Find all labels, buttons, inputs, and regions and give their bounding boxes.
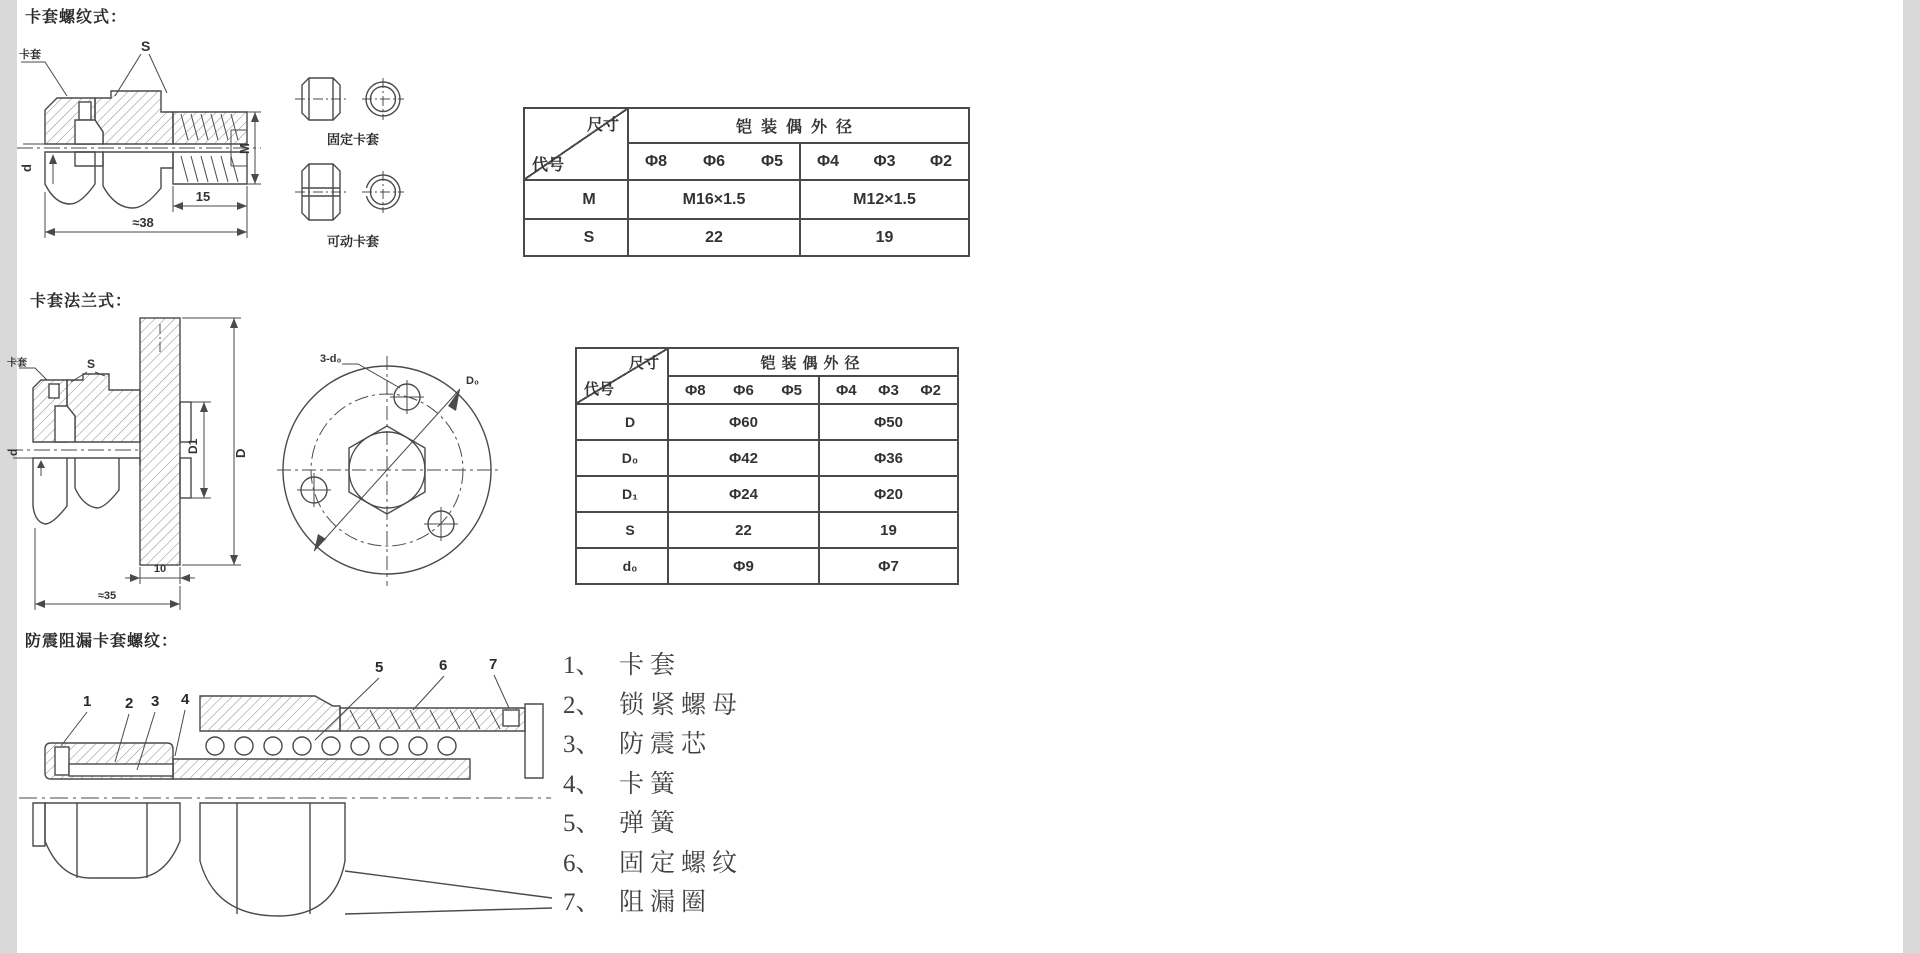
- callout-6: 6: [439, 657, 448, 674]
- threaded-spec-table: [523, 107, 970, 257]
- section-title-antivibration: 防震阻漏卡套螺纹：: [25, 633, 179, 650]
- row-value: M12×1.5: [800, 180, 969, 219]
- row-value: 22: [628, 219, 800, 256]
- col-phi3: Φ3: [878, 381, 899, 399]
- row-value: Φ24: [668, 476, 819, 512]
- col-phi5: Φ5: [760, 152, 783, 170]
- holes-label: 3-d₀: [320, 353, 342, 365]
- list-item: [563, 844, 743, 884]
- movable-ferrule-label: 可动卡套: [326, 234, 380, 249]
- right-edge-strip: [1903, 0, 1920, 953]
- parts-list: [563, 646, 743, 923]
- row-code: S: [524, 219, 628, 256]
- dim-d-label: d: [19, 164, 34, 172]
- dim-d1-label: D1: [186, 438, 200, 454]
- row-value: Φ42: [668, 440, 819, 476]
- list-item: [563, 883, 743, 923]
- callout-7: 7: [489, 656, 498, 673]
- table1-group-header: 铠装偶外径: [628, 108, 969, 143]
- row-value: 19: [800, 219, 969, 256]
- callout-1: 1: [83, 693, 92, 710]
- table-row: [576, 512, 958, 548]
- col-phi2: Φ2: [920, 381, 941, 399]
- table1-corner-cell: [524, 108, 628, 180]
- callout-3: 3: [151, 693, 160, 710]
- list-item: [563, 725, 743, 765]
- list-item: [563, 686, 743, 726]
- part-number: 5、: [563, 810, 601, 837]
- dim-s-label: S: [87, 357, 96, 371]
- fixed-ferrule-label: 固定卡套: [326, 132, 380, 147]
- table-row: [524, 180, 969, 219]
- bolt-circle-label: D₀: [466, 375, 479, 387]
- part-name: 固定螺纹: [619, 849, 744, 877]
- table-row: [576, 440, 958, 476]
- part-number: 6、: [563, 849, 601, 877]
- row-value: Φ7: [819, 548, 958, 584]
- part-number: 4、: [563, 770, 601, 798]
- dim-s-label: S: [141, 38, 151, 54]
- ferrule-label: 卡套: [19, 49, 41, 61]
- row-value: Φ50: [819, 404, 958, 440]
- row-code: D₁: [576, 476, 668, 512]
- table2-group-header: 铠装偶外径: [668, 348, 958, 376]
- dim-38-label: ≈38: [132, 215, 154, 230]
- table-row: [576, 404, 958, 440]
- callout-2: 2: [125, 695, 134, 712]
- part-name: 卡套: [619, 652, 682, 679]
- flanged-fitting-drawing: [5, 310, 255, 615]
- list-item: [563, 804, 743, 844]
- row-code: M: [524, 180, 628, 219]
- dim-d-label: d: [6, 448, 20, 456]
- table-row: [576, 476, 958, 512]
- part-number: 2、: [563, 691, 601, 719]
- table-row: [524, 219, 969, 256]
- row-code: D: [576, 404, 668, 440]
- flange-front-view-drawing: [272, 348, 507, 590]
- row-value: Φ60: [668, 404, 819, 440]
- part-name: 卡簧: [619, 770, 682, 798]
- part-name: 弹簧: [619, 810, 682, 837]
- dim-35-label: ≈35: [97, 590, 117, 602]
- corner-code-label: 代号: [532, 157, 565, 174]
- table2-subheader-g2: [819, 376, 958, 404]
- row-value: Φ20: [819, 476, 958, 512]
- table1-subheader-g1: [628, 143, 800, 180]
- section-title-threaded: 卡套螺纹式：: [25, 9, 128, 26]
- col-phi2: Φ2: [929, 152, 952, 170]
- list-item: [563, 765, 743, 805]
- col-phi4: Φ4: [817, 152, 840, 170]
- table-row: [576, 548, 958, 584]
- part-name: 锁紧螺母: [619, 691, 744, 719]
- row-code: D₀: [576, 440, 668, 476]
- table2-corner-cell: [576, 348, 668, 404]
- row-value: Φ9: [668, 548, 819, 584]
- col-phi8: Φ8: [685, 381, 706, 399]
- table1-subheader-g2: [800, 143, 969, 180]
- col-phi6: Φ6: [702, 152, 726, 170]
- row-code: d₀: [576, 548, 668, 584]
- col-phi4: Φ4: [836, 381, 857, 399]
- ferrule-views-drawing: [293, 68, 418, 258]
- dim-15-label: 15: [195, 189, 211, 204]
- dim-D-label: D: [233, 448, 248, 458]
- part-number: 1、: [563, 652, 601, 679]
- corner-size-label: 尺寸: [628, 355, 659, 372]
- dim-m-label: M: [237, 143, 252, 154]
- col-phi6: Φ6: [733, 381, 754, 399]
- flanged-spec-table: [575, 347, 959, 585]
- part-name: 防震芯: [619, 731, 713, 758]
- part-name: 阻漏圈: [619, 889, 713, 916]
- row-value: Φ36: [819, 440, 958, 476]
- callout-5: 5: [375, 659, 384, 676]
- part-number: 7、: [563, 889, 601, 916]
- section-title-flanged: 卡套法兰式：: [30, 293, 133, 310]
- corner-size-label: 尺寸: [586, 117, 619, 134]
- row-value: M16×1.5: [628, 180, 800, 219]
- corner-code-label: 代号: [584, 381, 615, 398]
- list-item: [563, 646, 743, 686]
- dim-10-label: 10: [153, 563, 167, 575]
- col-phi3: Φ3: [873, 152, 896, 170]
- row-value: 22: [668, 512, 819, 548]
- antivibration-fitting-drawing: [15, 646, 555, 953]
- table2-subheader-g1: [668, 376, 819, 404]
- part-number: 3、: [563, 731, 601, 758]
- callout-4: 4: [181, 691, 190, 708]
- threaded-fitting-drawing: [15, 36, 265, 244]
- row-value: 19: [819, 512, 958, 548]
- col-phi5: Φ5: [781, 381, 802, 399]
- ferrule-label: 卡套: [7, 358, 27, 369]
- row-code: S: [576, 512, 668, 548]
- col-phi8: Φ8: [645, 152, 668, 170]
